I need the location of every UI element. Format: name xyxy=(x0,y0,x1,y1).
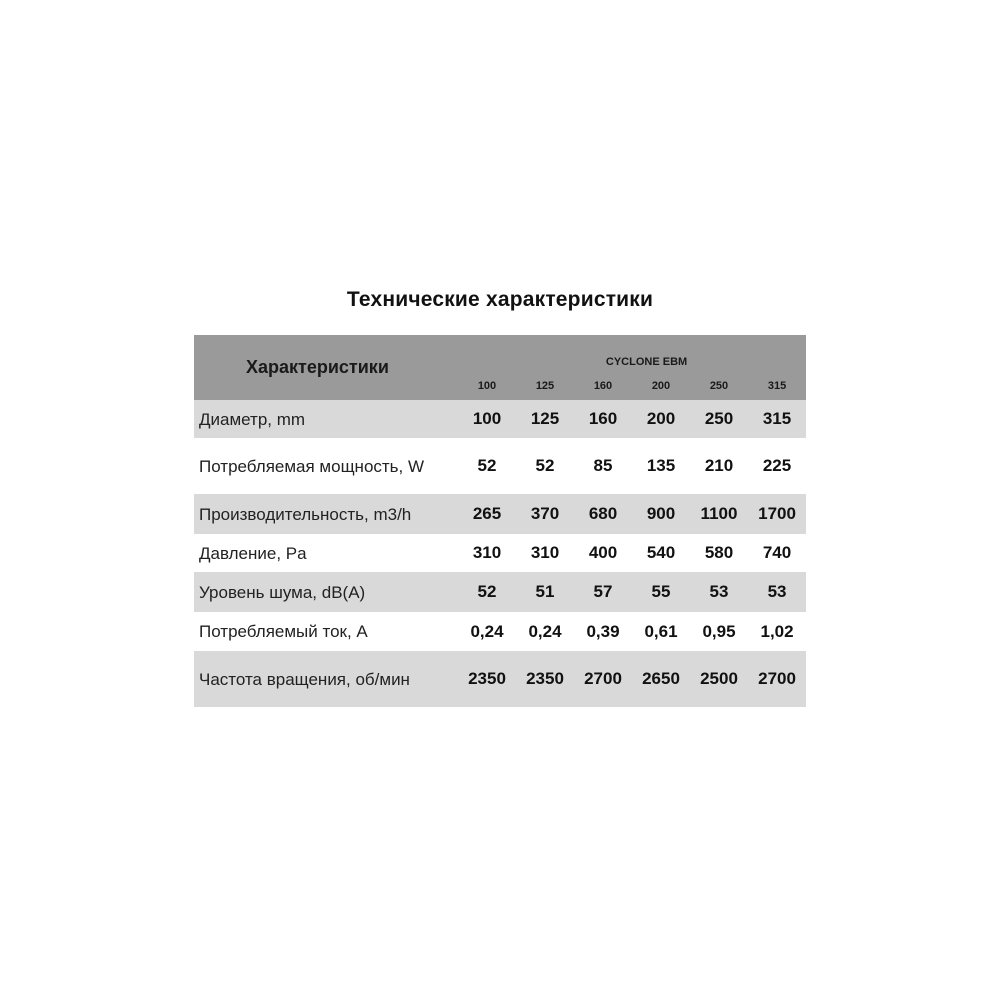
cell-value: 0,61 xyxy=(632,612,690,651)
cell-value: 100 xyxy=(458,400,516,438)
cell-value: 160 xyxy=(574,400,632,438)
cell-value: 400 xyxy=(574,534,632,572)
size-header: 125 xyxy=(516,372,574,400)
table-row xyxy=(194,612,806,651)
cell-value: 57 xyxy=(574,572,632,612)
cell-value: 2350 xyxy=(516,651,574,707)
cell-value: 85 xyxy=(574,438,632,494)
cell-value: 210 xyxy=(690,438,748,494)
cell-value: 250 xyxy=(690,400,748,438)
cell-value: 0,24 xyxy=(516,612,574,651)
table-row xyxy=(194,438,806,494)
row-label: Потребляемая мощность, W xyxy=(194,438,458,494)
cell-value: 2700 xyxy=(748,651,806,707)
cell-value: 52 xyxy=(458,438,516,494)
cell-value: 2500 xyxy=(690,651,748,707)
cell-value: 310 xyxy=(516,534,574,572)
table-row xyxy=(194,400,806,438)
cell-value: 135 xyxy=(632,438,690,494)
size-header: 100 xyxy=(458,372,516,400)
cell-value: 580 xyxy=(690,534,748,572)
table-row xyxy=(194,494,806,534)
row-label: Давление, Pa xyxy=(194,534,458,572)
cell-value: 52 xyxy=(458,572,516,612)
table-row xyxy=(194,651,806,707)
page-title: Технические характеристики xyxy=(346,288,654,311)
cell-value: 55 xyxy=(632,572,690,612)
row-label: Диаметр, mm xyxy=(194,400,458,438)
cell-value: 2350 xyxy=(458,651,516,707)
table-header-row xyxy=(194,335,806,372)
cell-value: 53 xyxy=(748,572,806,612)
table-body xyxy=(194,400,806,707)
cell-value: 53 xyxy=(690,572,748,612)
size-header: 200 xyxy=(632,372,690,400)
table-row xyxy=(194,534,806,572)
cell-value: 125 xyxy=(516,400,574,438)
table-row xyxy=(194,572,806,612)
cell-value: 1,02 xyxy=(748,612,806,651)
cell-value: 0,24 xyxy=(458,612,516,651)
cell-value: 1100 xyxy=(690,494,748,534)
cell-value: 0,39 xyxy=(574,612,632,651)
cell-value: 680 xyxy=(574,494,632,534)
cell-value: 900 xyxy=(632,494,690,534)
cell-value: 52 xyxy=(516,438,574,494)
row-label: Производительность, m3/h xyxy=(194,494,458,534)
cell-value: 540 xyxy=(632,534,690,572)
cell-value: 200 xyxy=(632,400,690,438)
size-header: 250 xyxy=(690,372,748,400)
cell-value: 315 xyxy=(748,400,806,438)
cell-value: 310 xyxy=(458,534,516,572)
row-label: Уровень шума, dB(A) xyxy=(194,572,458,612)
model-group-label: CYCLONE EBM xyxy=(458,335,806,372)
spec-table xyxy=(194,335,806,707)
cell-value: 370 xyxy=(516,494,574,534)
row-label: Частота вращения, об/мин xyxy=(194,651,458,707)
size-header: 160 xyxy=(574,372,632,400)
cell-value: 225 xyxy=(748,438,806,494)
cell-value: 51 xyxy=(516,572,574,612)
cell-value: 1700 xyxy=(748,494,806,534)
header-label: Характеристики xyxy=(194,335,458,400)
cell-value: 740 xyxy=(748,534,806,572)
size-header: 315 xyxy=(748,372,806,400)
cell-value: 2650 xyxy=(632,651,690,707)
row-label: Потребляемый ток, A xyxy=(194,612,458,651)
cell-value: 2700 xyxy=(574,651,632,707)
cell-value: 265 xyxy=(458,494,516,534)
cell-value: 0,95 xyxy=(690,612,748,651)
